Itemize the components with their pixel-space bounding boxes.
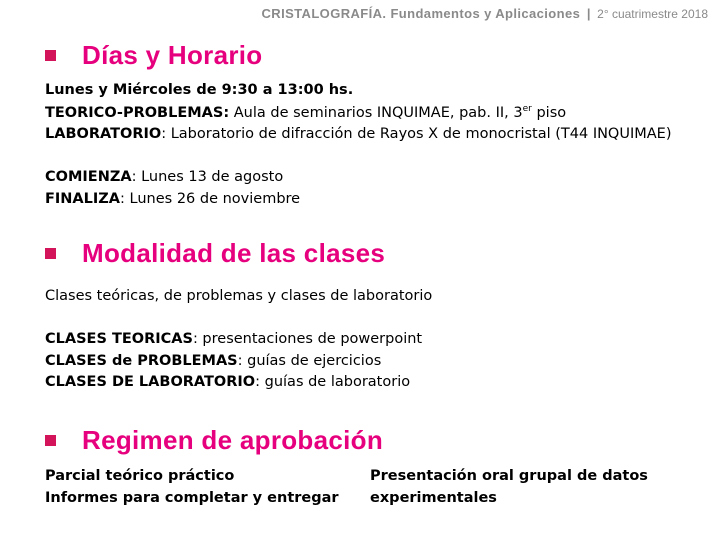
square-bullet-icon: [45, 248, 56, 259]
schedule-text: Lunes y Miércoles de 9:30 a 13:00 hs.: [45, 82, 354, 98]
regimen-right-1: [370, 468, 648, 484]
comienza-label: COMIENZA: [45, 169, 132, 185]
term-label: 2° cuatrimestre 2018: [597, 7, 708, 21]
teoricas-text: : presentaciones de powerpoint: [192, 331, 423, 347]
schedule-line: [45, 82, 353, 98]
teorico-text: Aula de seminarios INQUIMAE, pab. II, 3: [229, 104, 523, 121]
section-title: Días y Horario: [82, 40, 263, 70]
regimen-right-2-text: experimentales: [370, 490, 497, 506]
problemas-text: : guías de ejercicios: [237, 353, 382, 369]
teorico-line: [45, 104, 566, 121]
course-title: CRISTALOGRAFÍA. Fundamentos y Aplicaciones: [261, 6, 581, 21]
teoricas-label: CLASES TEORICAS: [45, 331, 193, 347]
finaliza-line: [45, 191, 300, 207]
modalidad-intro: Clases teóricas, de problemas y clases de laboratorio: [45, 288, 433, 304]
lab-label: LABORATORIO: [45, 126, 162, 142]
teorico-sup: er: [522, 104, 532, 114]
section-title: Regimen de aprobación: [82, 425, 384, 455]
regimen-left-1-text: Parcial teórico práctico: [45, 468, 235, 484]
section-regimen-heading: [45, 425, 383, 456]
regimen-left-2-text: Informes para completar y entregar: [45, 490, 339, 506]
teorico-end: piso: [531, 104, 567, 121]
teorico-label: TEORICO-PROBLEMAS:: [45, 104, 230, 121]
regimen-right-2: [370, 490, 497, 506]
finaliza-label: FINALIZA: [45, 191, 121, 207]
lab-text: : Laboratorio de difracción de Rayos X de monocristal (T44 INQUIMAE): [161, 126, 672, 142]
problemas-line: [45, 353, 381, 369]
comienza-line: [45, 169, 283, 185]
laboratorio-line: [45, 374, 410, 390]
laboratorio-text: : guías de laboratorio: [255, 374, 411, 390]
lab-line: [45, 126, 672, 142]
regimen-left-2: [45, 490, 339, 506]
finaliza-text: : Lunes 26 de noviembre: [120, 191, 301, 207]
teoricas-line: [45, 331, 422, 347]
square-bullet-icon: [45, 50, 56, 61]
laboratorio-label: CLASES DE LABORATORIO: [45, 374, 256, 390]
problemas-label: CLASES de PROBLEMAS: [45, 353, 238, 369]
section-dias-heading: [45, 40, 263, 71]
slide-header: [262, 6, 708, 21]
section-modalidad-heading: [45, 238, 385, 269]
section-title: Modalidad de las clases: [82, 238, 386, 268]
header-separator: |: [586, 6, 591, 21]
regimen-left-1: [45, 468, 234, 484]
square-bullet-icon: [45, 435, 56, 446]
regimen-right-1-text: Presentación oral grupal de datos: [370, 468, 648, 484]
comienza-text: : Lunes 13 de agosto: [131, 169, 284, 185]
